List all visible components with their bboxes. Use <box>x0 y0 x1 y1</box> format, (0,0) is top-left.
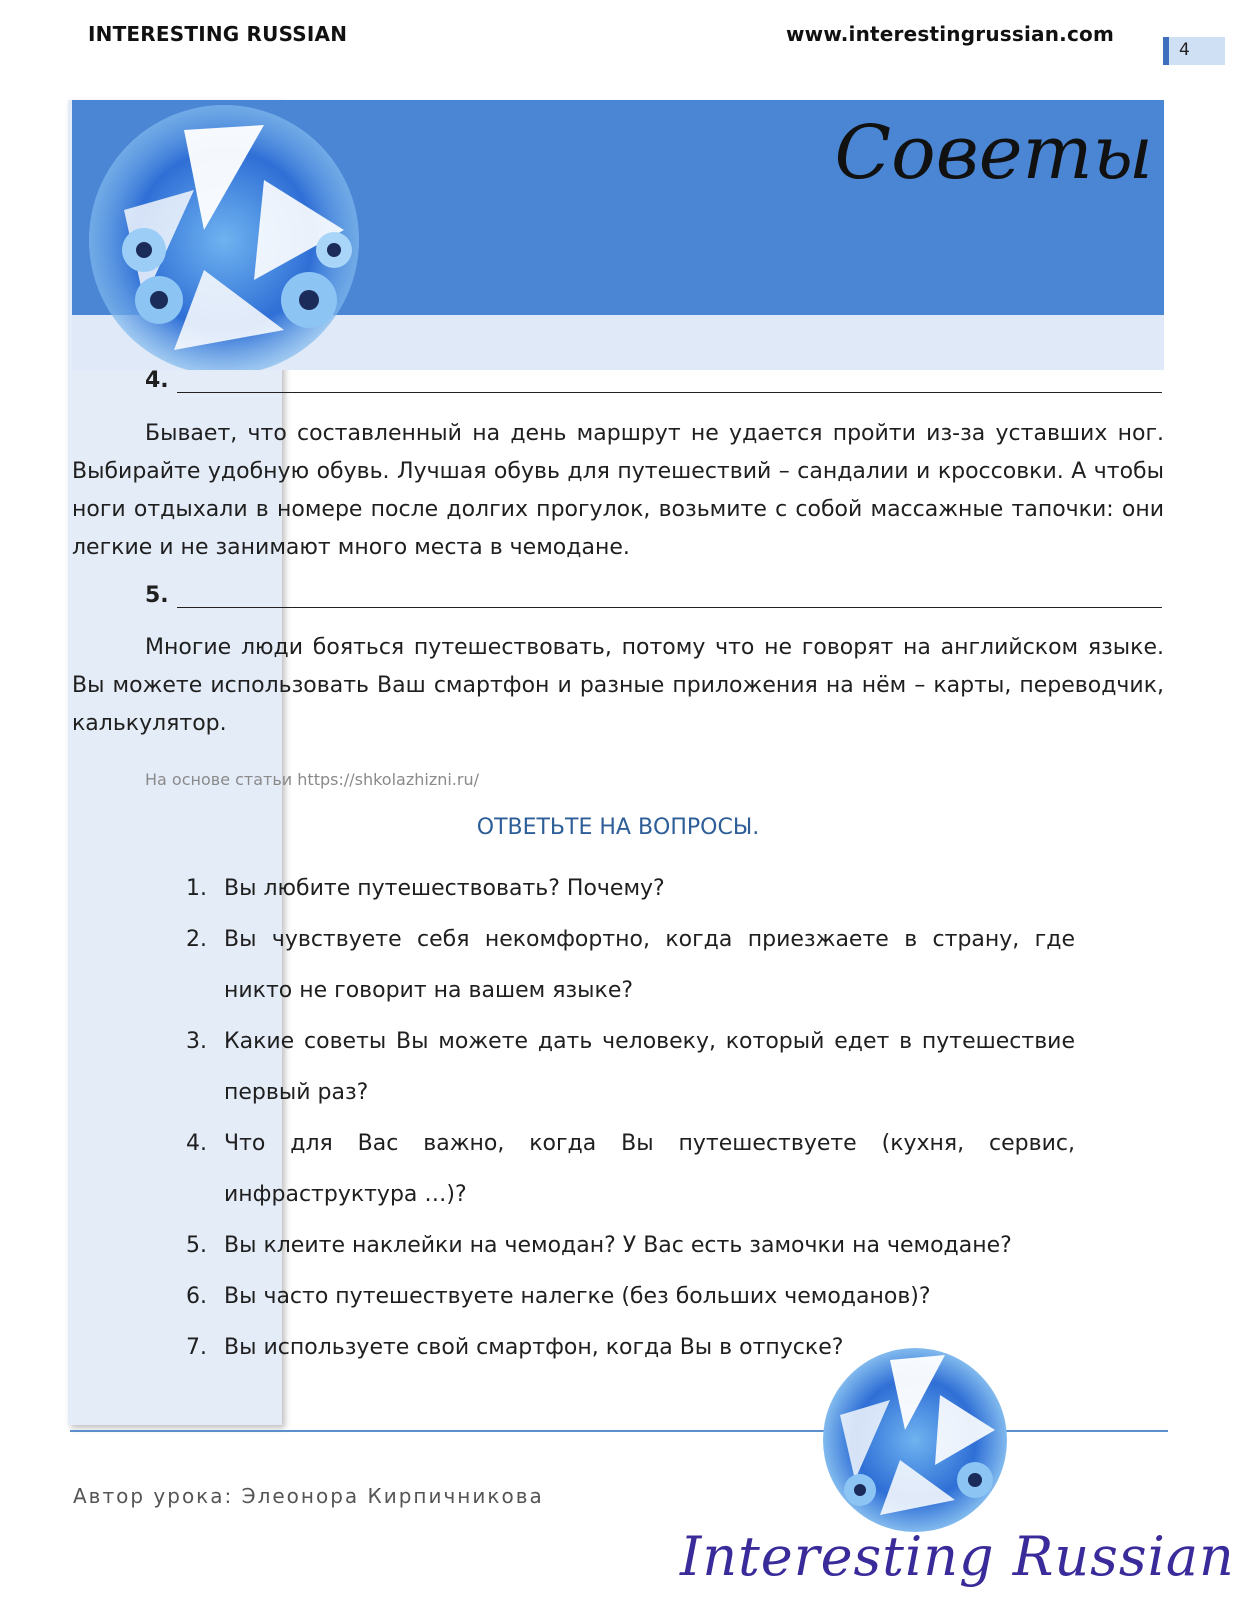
question-number: 7. <box>186 1335 207 1360</box>
question-item <box>180 1220 1075 1271</box>
tip-4-number: 4. <box>145 368 169 393</box>
question-item <box>180 1118 1075 1220</box>
aperture-logo-small-icon <box>815 1340 1015 1540</box>
question-number: 5. <box>186 1233 207 1258</box>
tip-5-text: Многие люди бояться путешествовать, потому что не говорят на английском языке. Вы можете использовать Ваш смартфон и разные приложения на нём – карты, переводчик, калькулятор. <box>72 635 1164 736</box>
question-number: 4. <box>186 1131 207 1156</box>
question-item <box>180 1016 1075 1118</box>
question-text: Вы любите путешествовать? Почему? <box>224 876 665 901</box>
question-text: Какие советы Вы можете дать человеку, который едет в путешествие первый раз? <box>224 1029 1075 1105</box>
question-number: 3. <box>186 1029 207 1054</box>
tip-4-heading <box>145 368 1165 393</box>
site-url[interactable]: www.interestingrussian.com <box>785 22 1114 46</box>
question-text: Вы используете свой смартфон, когда Вы в отпуске? <box>224 1335 844 1360</box>
source-credit[interactable]: На основе статьи https://shkolazhizni.ru/ <box>145 770 479 789</box>
tip-5-answer-line[interactable] <box>177 589 1162 608</box>
question-number: 1. <box>186 876 207 901</box>
question-text: Что для Вас важно, когда Вы путешествуете (кухня, сервис, инфраструктура …)? <box>224 1131 1075 1207</box>
aperture-logo-icon <box>84 100 374 370</box>
question-number: 2. <box>186 927 207 952</box>
questions-title: ОТВЕТЬТЕ НА ВОПРОСЫ. <box>476 815 760 840</box>
question-text: Вы чувствуете себя некомфортно, когда приезжаете в страну, где никто не говорит на вашем языке? <box>224 927 1075 1003</box>
tip-5-number: 5. <box>145 583 169 608</box>
question-item <box>180 1271 1075 1322</box>
banner-title: Советы <box>834 110 1153 196</box>
tip-4-text: Бывает, что составленный на день маршрут не удается пройти из-за уставших ног. Выбирайте удобную обувь. Лучшая обувь для путешествий – сандалии и кроссовки. А чтобы ноги отдыхали в номере после долгих прогулок, возьмите с собой массажные тапочки: они легкие и не занимают много места в чемодане. <box>72 421 1164 560</box>
questions-list <box>180 863 1075 1373</box>
tip-4-answer-line[interactable] <box>177 374 1162 393</box>
tip-5-heading <box>145 583 1165 608</box>
question-item <box>180 914 1075 1016</box>
site-name: INTERESTING RUSSIAN <box>88 22 348 46</box>
brand-signature: Interesting Russian <box>680 1525 1235 1588</box>
question-text: Вы часто путешествуете налегке (без больших чемоданов)? <box>224 1284 931 1309</box>
page-number-box <box>1163 37 1225 65</box>
question-text: Вы клеите наклейки на чемодан? У Вас есть замочки на чемодане? <box>224 1233 1012 1258</box>
lesson-author: Автор урока: Элеонора Кирпичникова <box>73 1484 544 1508</box>
question-number: 6. <box>186 1284 207 1309</box>
page-number: 4 <box>1179 40 1190 60</box>
page-number-accent <box>1163 37 1169 65</box>
question-item <box>180 863 1075 914</box>
